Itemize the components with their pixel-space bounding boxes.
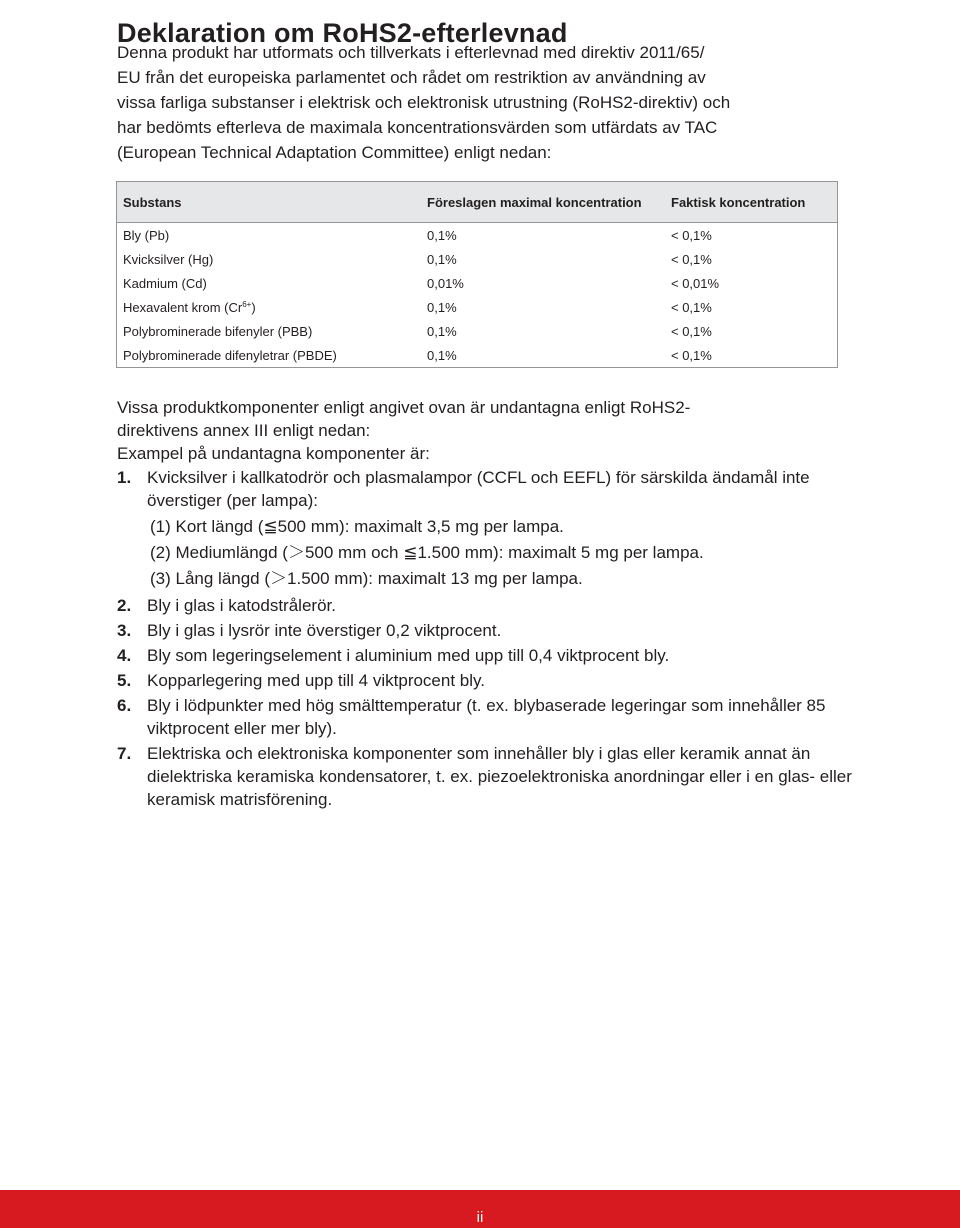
cell-substance: Bly (Pb) <box>117 223 422 248</box>
item-number: 1. <box>117 468 132 487</box>
cell-max: 0,1% <box>427 227 457 243</box>
sub-item: (3) Lång längd (＞1.500 mm): maximalt 13 mg per lampa. <box>150 569 583 588</box>
item-text: Bly som legeringselement i aluminium med upp till 0,4 viktprocent bly. <box>147 646 670 665</box>
item-number: 4. <box>117 646 132 665</box>
header-actual-concentration: Faktisk koncentration <box>665 182 838 223</box>
intro-line: Denna produkt har utformats och tillverkats i efterlevnad med direktiv 2011/65/ <box>117 43 705 62</box>
table-header-row <box>117 182 838 223</box>
cell-actual: < 0,1% <box>665 223 838 248</box>
sub-item: (2) Mediumlängd (＞500 mm och ≦1.500 mm): maximalt 5 mg per lampa. <box>150 543 704 562</box>
item-number: 3. <box>117 621 132 640</box>
item-text: Kopparlegering med upp till 4 viktprocent bly. <box>147 671 485 690</box>
item-text: Bly i glas i katodstrålerör. <box>147 596 336 615</box>
cell-max: 0,1% <box>427 299 457 315</box>
sub-item: (1) Kort längd (≦500 mm): maximalt 3,5 mg per lampa. <box>150 517 564 536</box>
list-item <box>117 644 857 667</box>
list-item <box>117 742 857 811</box>
list-item <box>117 694 857 740</box>
sub-list <box>150 514 857 592</box>
exemption-intro-line: direktivens annex III enligt nedan: <box>117 421 371 440</box>
table-row <box>117 247 838 271</box>
table-row <box>117 319 838 343</box>
item-text: Bly i glas i lysrör inte överstiger 0,2 viktprocent. <box>147 621 502 640</box>
table-row <box>117 271 838 295</box>
item-number: 5. <box>117 671 132 690</box>
header-substance: Substans <box>117 182 422 223</box>
cell-actual: < 0,1% <box>665 343 838 368</box>
intro-paragraph <box>117 40 847 165</box>
list-item <box>117 619 857 642</box>
intro-line: EU från det europeiska parlamentet och rådet om restriktion av användning av <box>117 68 706 87</box>
cell-substance: Polybrominerade difenyletrar (PBDE) <box>117 343 422 368</box>
header-max-concentration: Föreslagen maximal koncentration <box>421 182 665 223</box>
item-text: Elektriska och elektroniska komponenter som innehåller bly i glas eller keramik annat än dielektriska keramiska kondensatorer, t. ex. piezoelektroniska anordningar eller i en glas- eller keramisk matrisförening. <box>147 744 852 809</box>
exemption-intro-line: Exampel på undantagna komponenter är: <box>117 444 430 463</box>
table-row <box>117 295 838 319</box>
cell-max: 0,1% <box>427 323 457 339</box>
exemption-list <box>117 466 857 811</box>
intro-line: har bedömts efterleva de maximala koncentrationsvärden som utfärdats av TAC <box>117 118 718 137</box>
cell-actual: < 0,01% <box>665 271 838 295</box>
list-item <box>117 594 857 617</box>
substance-table <box>116 181 838 368</box>
substance-text-end: ) <box>251 299 256 315</box>
cell-actual: < 0,1% <box>665 295 838 319</box>
list-item <box>117 669 857 692</box>
page-number: ii <box>476 1209 484 1226</box>
list-item <box>117 466 857 512</box>
intro-line: (European Technical Adaptation Committee) enligt nedan: <box>117 143 552 162</box>
table-row <box>117 223 838 248</box>
superscript: 6+ <box>242 299 252 309</box>
cell-max: 0,01% <box>427 275 464 291</box>
item-number: 2. <box>117 596 132 615</box>
cell-substance: Kvicksilver (Hg) <box>117 247 422 271</box>
item-text: Bly i lödpunkter med hög smälttemperatur (t. ex. blybaserade legeringar som innehåller 85 viktprocent eller mer bly). <box>147 696 826 738</box>
page-title: Deklaration om RoHS2-efterlevnad <box>117 18 568 49</box>
cell-actual: < 0,1% <box>665 247 838 271</box>
table-row <box>117 343 838 368</box>
item-number: 7. <box>117 744 132 763</box>
cell-substance: Polybrominerade bifenyler (PBB) <box>117 319 422 343</box>
item-text: Kvicksilver i kallkatodrör och plasmalampor (CCFL och EEFL) för särskilda ändamål inte överstiger (per lampa): <box>147 468 810 510</box>
cell-actual: < 0,1% <box>665 319 838 343</box>
exemptions-section <box>117 396 857 813</box>
cell-max: 0,1% <box>427 251 457 267</box>
cell-substance: Kadmium (Cd) <box>117 271 422 295</box>
cell-substance <box>117 295 422 319</box>
substance-text: Hexavalent krom (Cr <box>123 299 243 315</box>
item-number: 6. <box>117 696 132 715</box>
cell-max: 0,1% <box>421 343 665 368</box>
exemption-intro-line: Vissa produktkomponenter enligt angivet ovan är undantagna enligt RoHS2- <box>117 398 691 417</box>
intro-line: vissa farliga substanser i elektrisk och elektronisk utrustning (RoHS2-direktiv) och <box>117 93 731 112</box>
